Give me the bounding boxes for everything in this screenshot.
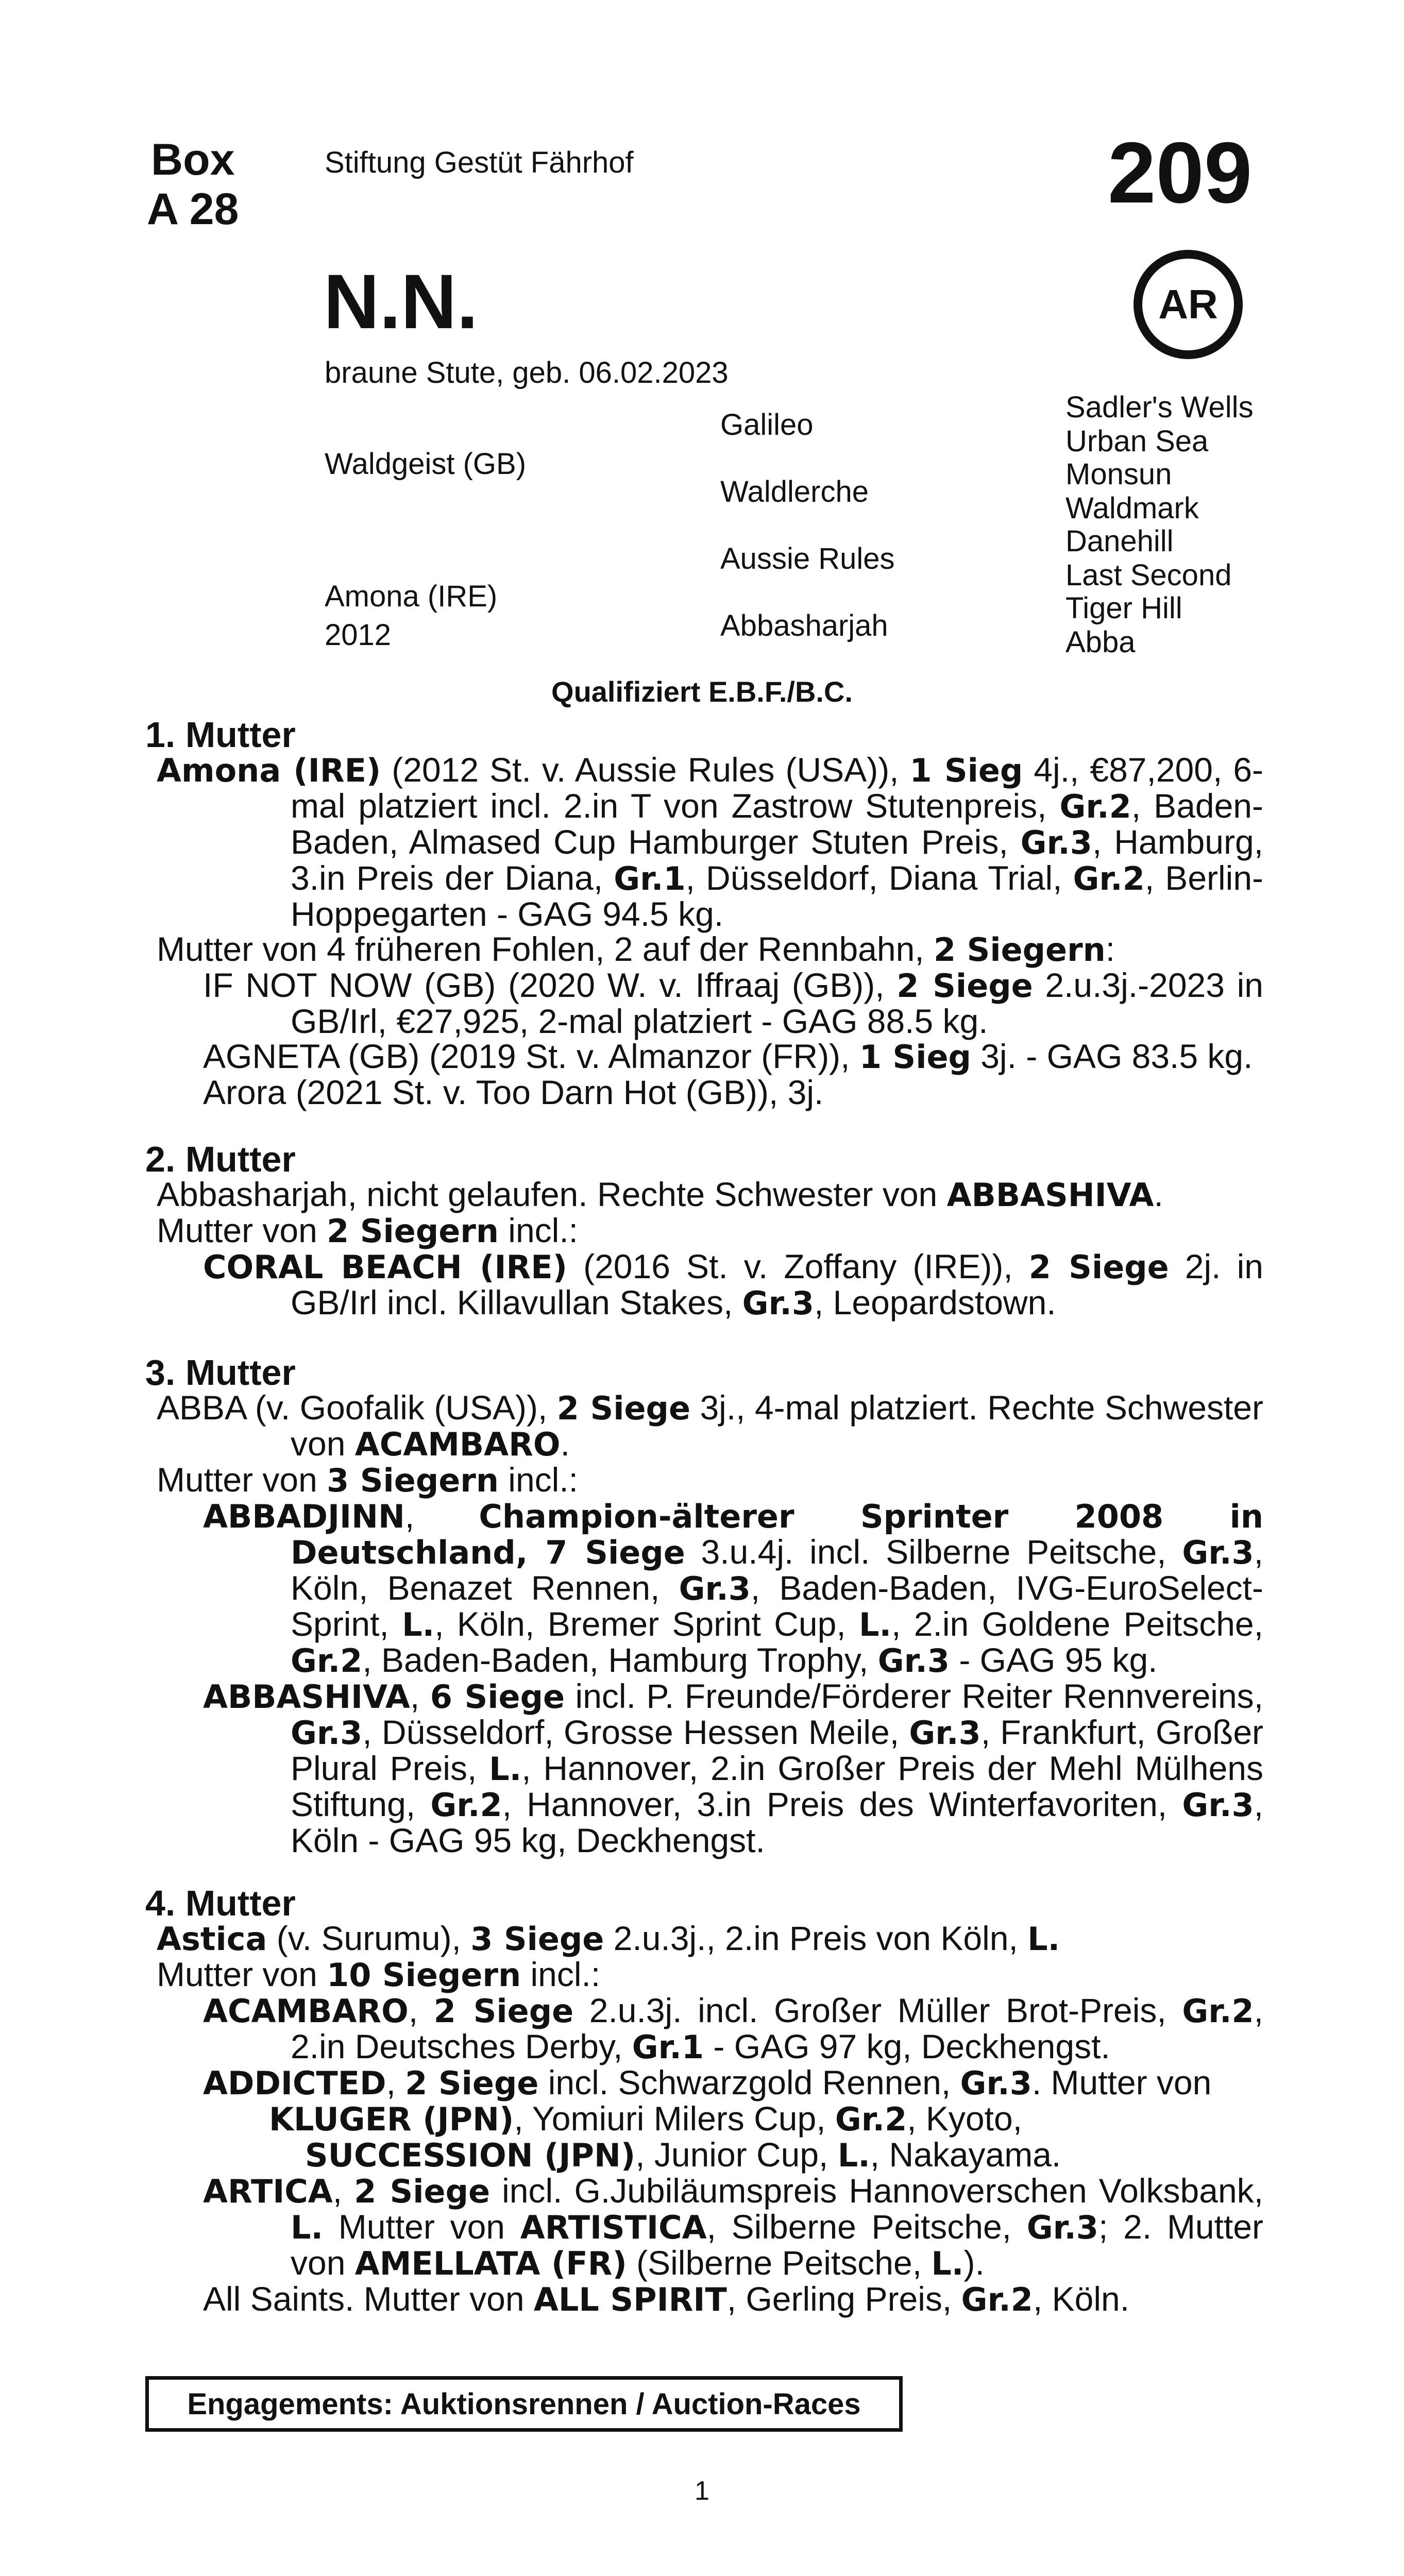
pedigree-great-grandparent: Monsun	[1065, 457, 1172, 491]
pedigree-great-grandparent: Tiger Hill	[1065, 591, 1182, 625]
box-line2: A 28	[147, 184, 239, 234]
section-heading: 2. Mutter	[145, 1139, 296, 1179]
offspring-entry: Arora (2021 St. v. Too Darn Hot (GB)), 3j.	[203, 1073, 824, 1111]
pedigree-great-grandparent: Sadler's Wells	[1065, 391, 1254, 424]
dam-entry: Amona (IRE) (2012 St. v. Aussie Rules (USA)), 1 Sieg 4j., €87,200, 6-mal platziert incl. 2.in T von Zastrow Stutenpreis, Gr.2, Baden-Baden, Almased Cup Hamburger Stuten Preis, Gr.3, Hamburg, 3.in Preis der Diana, Gr.1, Düsseldorf, Diana Trial, Gr.2, Berlin-Hoppegarten - GAG 94.5 kg.	[157, 751, 1264, 933]
pedigree-dam: Amona (IRE)	[325, 580, 498, 613]
box-label	[147, 135, 239, 234]
offspring-entry: IF NOT NOW (GB) (2020 W. v. Iffraaj (GB)), 2 Siege 2.u.3j.-2023 in GB/Irl, €27,925, 2-mal platziert - GAG 88.5 kg.	[203, 966, 1263, 1040]
dam-entry: ABBA (v. Goofalik (USA)), 2 Siege 3j., 4-mal platziert. Rechte Schwester von ACAMBARO.	[157, 1388, 1263, 1463]
pedigree-grandparent: Galileo	[720, 408, 814, 442]
pedigree-grandparent: Aussie Rules	[720, 542, 895, 575]
horse-description: braune Stute, geb. 06.02.2023	[325, 356, 729, 389]
section-mutter-1	[145, 717, 1263, 1110]
engagements-box	[145, 2376, 903, 2432]
pedigree-sire: Waldgeist (GB)	[325, 447, 527, 481]
dam-entry: Astica (v. Surumu), 3 Siege 2.u.3j., 2.in Preis von Köln, L.	[157, 1919, 1060, 1958]
offspring-entry: ARTICA, 2 Siege incl. G.Jubiläumspreis Hannoverschen Volksbank, L. Mutter von ARTISTICA, Silberne Peitsche, Gr.3; 2. Mutter von AMELLATA (FR) (Silberne Peitsche, L.).	[203, 2172, 1263, 2282]
dam-entry: Abbasharjah, nicht gelaufen. Rechte Schwester von ABBASHIVA.	[157, 1175, 1163, 1214]
lot-number: 209	[1108, 124, 1253, 221]
section-heading: 1. Mutter	[145, 715, 296, 755]
offspring-entry: ABBADJINN, Champion-älterer Sprinter 2008 in Deutschland, 7 Siege 3.u.4j. incl. Silberne Peitsche, Gr.3, Köln, Benazet Rennen, Gr.3, Baden-Baden, IVG-EuroSelect-Sprint, L., Köln, Bremer Sprint Cup, L., 2.in Goldene Peitsche, Gr.2, Baden-Baden, Hamburg Trophy, Gr.3 - GAG 95 kg.	[203, 1497, 1263, 1680]
offspring-summary: Mutter von 4 früheren Fohlen, 2 auf der Rennbahn, 2 Siegern:	[157, 930, 1115, 969]
section-mutter-3	[145, 1352, 1264, 1859]
offspring-entry: All Saints. Mutter von ALL SPIRIT, Gerling Preis, Gr.2, Köln.	[203, 2280, 1130, 2318]
offspring-sub-entry: SUCCESSION (JPN), Junior Cup, L., Nakayama.	[305, 2136, 1061, 2174]
pedigree-great-grandparent: Abba	[1065, 625, 1136, 659]
offspring-entry: ACAMBARO, 2 Siege 2.u.3j. incl. Großer Müller Brot-Preis, Gr.2, 2.in Deutsches Derby, Gr.1 - GAG 97 kg, Deckhengst.	[203, 1991, 1263, 2066]
pedigree-grandparent: Waldlerche	[720, 475, 869, 509]
page-number: 1	[695, 2476, 709, 2506]
horse-name: N.N.	[324, 258, 478, 345]
offspring-sub-entry: KLUGER (JPN), Yomiuri Milers Cup, Gr.2, Kyoto,	[269, 2099, 1022, 2138]
ar-badge-icon	[1134, 250, 1243, 359]
engagements-text: Engagements: Auktionsrennen / Auction-Races	[187, 2387, 861, 2421]
offspring-entry: CORAL BEACH (IRE) (2016 St. v. Zoffany (IRE)), 2 Siege 2j. in GB/Irl incl. Killavullan Stakes, Gr.3, Leopardstown.	[203, 1247, 1263, 1322]
qualification: Qualifiziert E.B.F./B.C.	[551, 675, 853, 708]
offspring-summary: Mutter von 2 Siegern incl.:	[157, 1211, 579, 1250]
pedigree-great-grandparent: Urban Sea	[1065, 425, 1209, 458]
ar-badge-text: AR	[1158, 281, 1218, 327]
pedigree-dam-year: 2012	[325, 618, 392, 652]
offspring-summary: Mutter von 10 Siegern incl.:	[157, 1955, 601, 1994]
breeder: Stiftung Gestüt Fährhof	[325, 146, 634, 179]
pedigree-great-grandparent: Waldmark	[1065, 492, 1199, 525]
pedigree-great-grandparent: Last Second	[1065, 558, 1232, 592]
pedigree-great-grandparent: Danehill	[1065, 524, 1174, 558]
offspring-entry: ADDICTED, 2 Siege incl. Schwarzgold Rennen, Gr.3. Mutter von	[203, 2063, 1212, 2102]
offspring-entry: ABBASHIVA, 6 Siege incl. P. Freunde/Förderer Reiter Rennvereins, Gr.3, Düsseldorf, Grosse Hessen Meile, Gr.3, Frankfurt, Großer Plural Preis, L., Hannover, 2.in Großer Preis der Mehl Mülhens Stiftung, Gr.2, Hannover, 3.in Preis des Winterfavoriten, Gr.3, Köln - GAG 95 kg, Deckhengst.	[203, 1677, 1264, 1859]
section-heading: 3. Mutter	[145, 1352, 296, 1393]
offspring-summary: Mutter von 3 Siegern incl.:	[157, 1461, 579, 1499]
offspring-entry: AGNETA (GB) (2019 St. v. Almanzor (FR)), 1 Sieg 3j. - GAG 83.5 kg.	[203, 1037, 1253, 1076]
section-mutter-2	[145, 1139, 1263, 1322]
box-line1: Box	[151, 135, 235, 184]
section-heading: 4. Mutter	[145, 1883, 296, 1923]
pedigree-grandparent: Abbasharjah	[720, 609, 888, 642]
section-mutter-4	[145, 1883, 1263, 2318]
